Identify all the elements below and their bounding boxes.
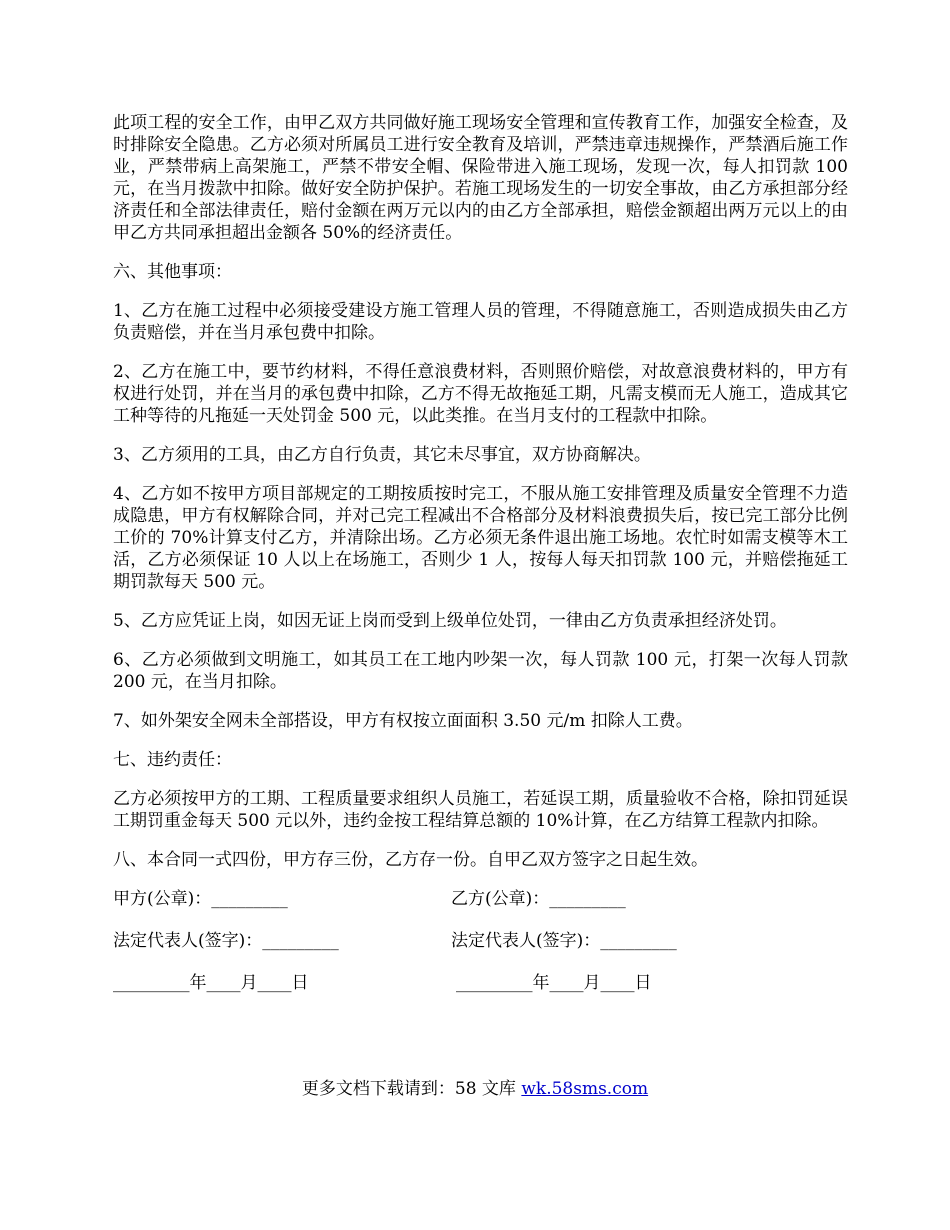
clause-1: 1、乙方在施工过程中必须接受建设方施工管理人员的管理，不得随意施工，否则造成损失由乙方负责赔偿，并在当月承包费中扣除。 xyxy=(113,301,848,343)
section-seven-heading: 七、违约责任： xyxy=(113,750,232,770)
clause-4: 4、乙方如不按甲方项目部规定的工期按质按时完工，不服从施工安排管理及质量安全管理不力造成隐患，甲方有权解除合同，并对己完工程减出不合格部分及材料浪费损失后，按已完工部分比例工价的 70%计算支付乙方，并清除出场。乙方必须无条件退出施工场地。农忙时如需支模等木工活，乙方必须保证 10 人以上在场施工，否则少 1 人，按每人每天扣罚款 100 元，并赔偿拖延工期罚款每天 500 元。 xyxy=(113,484,848,592)
party-b-representative: 法定代表人(签字)：_________ xyxy=(451,931,677,951)
party-b-date: _________年____月____日 xyxy=(456,973,652,993)
party-b-seal: 乙方(公章)：_________ xyxy=(451,889,626,909)
clause-3: 3、乙方须用的工具，由乙方自行负责，其它未尽事宜，双方协商解决。 xyxy=(113,445,651,465)
footer xyxy=(0,1078,950,1100)
section-eight-paragraph: 八、本合同一式四份，甲方存三份，乙方存一份。自甲乙双方签字之日起生效。 xyxy=(113,850,708,870)
party-a-date: _________年____月____日 xyxy=(113,973,309,993)
clause-5: 5、乙方应凭证上岗，如因无证上岗而受到上级单位处罚，一律由乙方负责承担经济处罚。 xyxy=(113,611,787,631)
representative-row xyxy=(113,930,848,972)
section-six-heading: 六、其他事项： xyxy=(113,262,232,282)
document-body xyxy=(113,112,848,1014)
seal-row xyxy=(113,888,848,930)
clause-7: 7、如外架安全网未全部搭设，甲方有权按立面面积 3.50 元/m 扣除人工费。 xyxy=(113,711,693,731)
date-row xyxy=(113,972,848,1014)
clause-6: 6、乙方必须做到文明施工，如其员工在工地内吵架一次，每人罚款 100 元，打架一次每人罚款 200 元，在当月扣除。 xyxy=(113,650,848,692)
footer-text: 更多文档下载请到：58 文库 xyxy=(301,1079,522,1099)
clause-2: 2、乙方在施工中，要节约材料，不得任意浪费材料，否则照价赔偿，对故意浪费材料的，甲方有权进行处罚，并在当月的承包费中扣除，乙方不得无故拖延工期，凡需支模而无人施工，造成其它工种等待的凡拖延一天处罚金 500 元，以此类推。在当月支付的工程款中扣除。 xyxy=(113,362,848,426)
safety-paragraph: 此项工程的安全工作，由甲乙双方共同做好施工现场安全管理和宣传教育工作，加强安全检查，及时排除安全隐患。乙方必须对所属员工进行安全教育及培训，严禁违章违规操作，严禁酒后施工作业，严禁带病上高架施工，严禁不带安全帽、保险带进入施工现场，发现一次，每人扣罚款 100 元，在当月拨款中扣除。做好安全防护保护。若施工现场发生的一切安全事故，由乙方承担部分经济责任和全部法律责任，赔付金额在两万元以内的由乙方全部承担，赔偿金额超出两万元以上的由甲乙方共同承担超出金额各 50%的经济责任。 xyxy=(113,113,848,243)
footer-link[interactable]: wk.58sms.com xyxy=(521,1079,649,1099)
party-a-representative: 法定代表人(签字)：_________ xyxy=(113,931,339,951)
party-a-seal: 甲方(公章)：_________ xyxy=(113,889,288,909)
breach-paragraph: 乙方必须按甲方的工期、工程质量要求组织人员施工，若延误工期，质量验收不合格，除扣罚延误工期罚重金每天 500 元以外，违约金按工程结算总额的 10%计算，在乙方结算工程款内扣除。 xyxy=(113,789,848,831)
